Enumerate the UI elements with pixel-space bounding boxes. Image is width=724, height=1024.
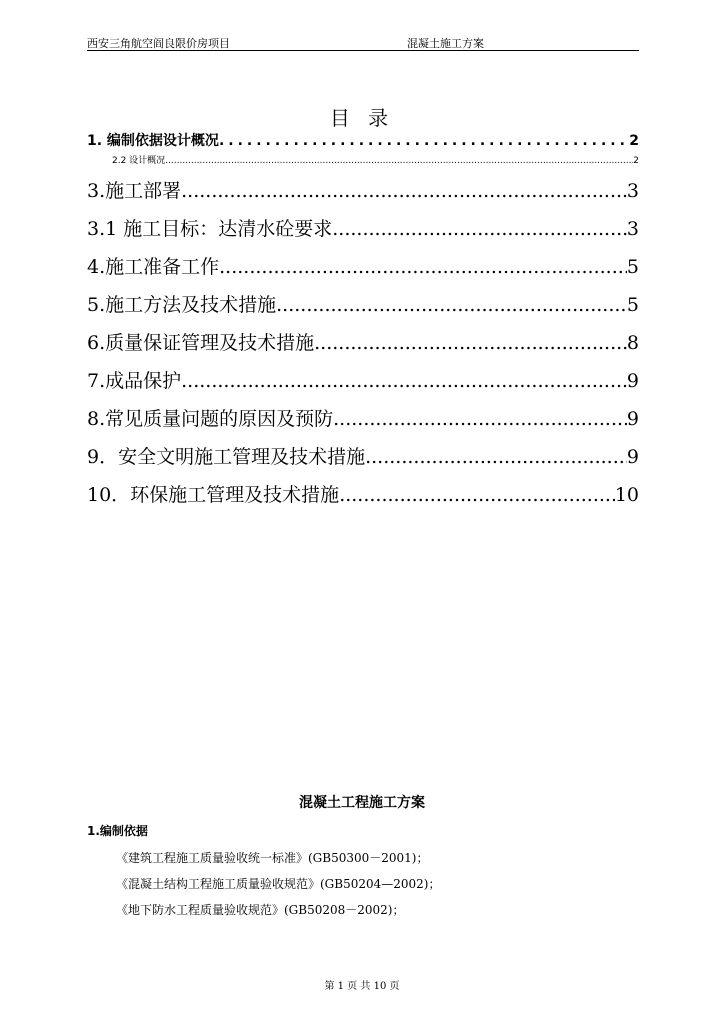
toc-leader-dots — [365, 446, 627, 468]
toc-leader-dots — [181, 180, 627, 202]
toc-entry-text: 10．环保施工管理及技术措施 — [87, 484, 340, 506]
toc-entry-page: 9 — [626, 408, 639, 430]
toc-entry[interactable] — [87, 252, 639, 279]
toc-entry-page: 5 — [626, 256, 639, 278]
toc-entry-page: 3 — [626, 218, 639, 240]
page-header — [87, 34, 639, 51]
toc-leader-dots — [165, 156, 633, 166]
toc-entry[interactable] — [87, 480, 639, 507]
toc-entry-text: 3.施工部署 — [87, 180, 182, 202]
toc-entry[interactable] — [87, 328, 639, 355]
toc-leader-dots — [181, 370, 627, 392]
toc-entry-text: 7.成品保护 — [87, 370, 182, 392]
toc-entry[interactable] — [87, 130, 639, 150]
toc-entry-text: 8.常见质量问题的原因及预防 — [87, 408, 334, 430]
toc-entry-page: 9 — [626, 446, 639, 468]
toc-leader-dots — [276, 294, 627, 316]
toc-leader-dots — [219, 256, 627, 278]
page-footer: 第 1 页 共 10 页 — [324, 981, 400, 992]
toc-leader-dots — [314, 332, 627, 354]
header-document-name: 混凝土施工方案 — [407, 37, 484, 50]
toc-leader-dots — [339, 484, 615, 506]
toc-leader-dots — [333, 408, 627, 430]
toc-entry[interactable] — [87, 404, 639, 431]
toc-entry[interactable] — [112, 153, 639, 166]
toc-entry-text: 1. 编制依据设计概况 — [87, 133, 219, 149]
reference-item: 《建筑工程施工质量验收统一标准》(GB50300－2001)； — [116, 851, 429, 865]
toc-entry[interactable] — [87, 366, 639, 393]
toc-entry-page: 10 — [614, 484, 639, 506]
toc-entry[interactable] — [87, 290, 639, 317]
toc-entry-page: 2 — [633, 156, 639, 166]
toc-entry-text: 5.施工方法及技术措施 — [87, 294, 277, 316]
toc-entry-text: 4.施工准备工作 — [87, 256, 220, 278]
toc-entry[interactable] — [87, 214, 639, 241]
toc-leader-dots — [332, 218, 627, 240]
toc-entry-text: 9．安全文明施工管理及技术措施 — [87, 446, 366, 468]
toc-entry-page: 5 — [626, 294, 639, 316]
toc-entry-page: 2 — [629, 133, 639, 149]
toc-entry-page: 3 — [626, 180, 639, 202]
toc-title: 目 录 — [329, 106, 395, 130]
reference-item: 《地下防水工程质量验收规范》(GB50208－2002)； — [116, 903, 405, 917]
toc-entry-page: 8 — [626, 332, 639, 354]
toc-entry[interactable] — [87, 176, 639, 203]
header-project-name: 西安三角航空阎良限价房项目 — [87, 37, 230, 50]
toc-leader-dots — [219, 133, 629, 149]
toc-entry[interactable] — [87, 442, 639, 469]
toc-entry-text: 2.2 设计概况 — [112, 156, 166, 166]
reference-item: 《混凝土结构工程施工质量验收规范》(GB50204—2002)； — [116, 877, 441, 891]
section-heading: 1.编制依据 — [87, 824, 148, 838]
toc-entry-page: 9 — [626, 370, 639, 392]
toc-entry-text: 6.质量保证管理及技术措施 — [87, 332, 315, 354]
document-title: 混凝土工程施工方案 — [299, 795, 425, 811]
toc-entry-text: 3.1 施工目标：达清水砼要求 — [87, 218, 333, 240]
